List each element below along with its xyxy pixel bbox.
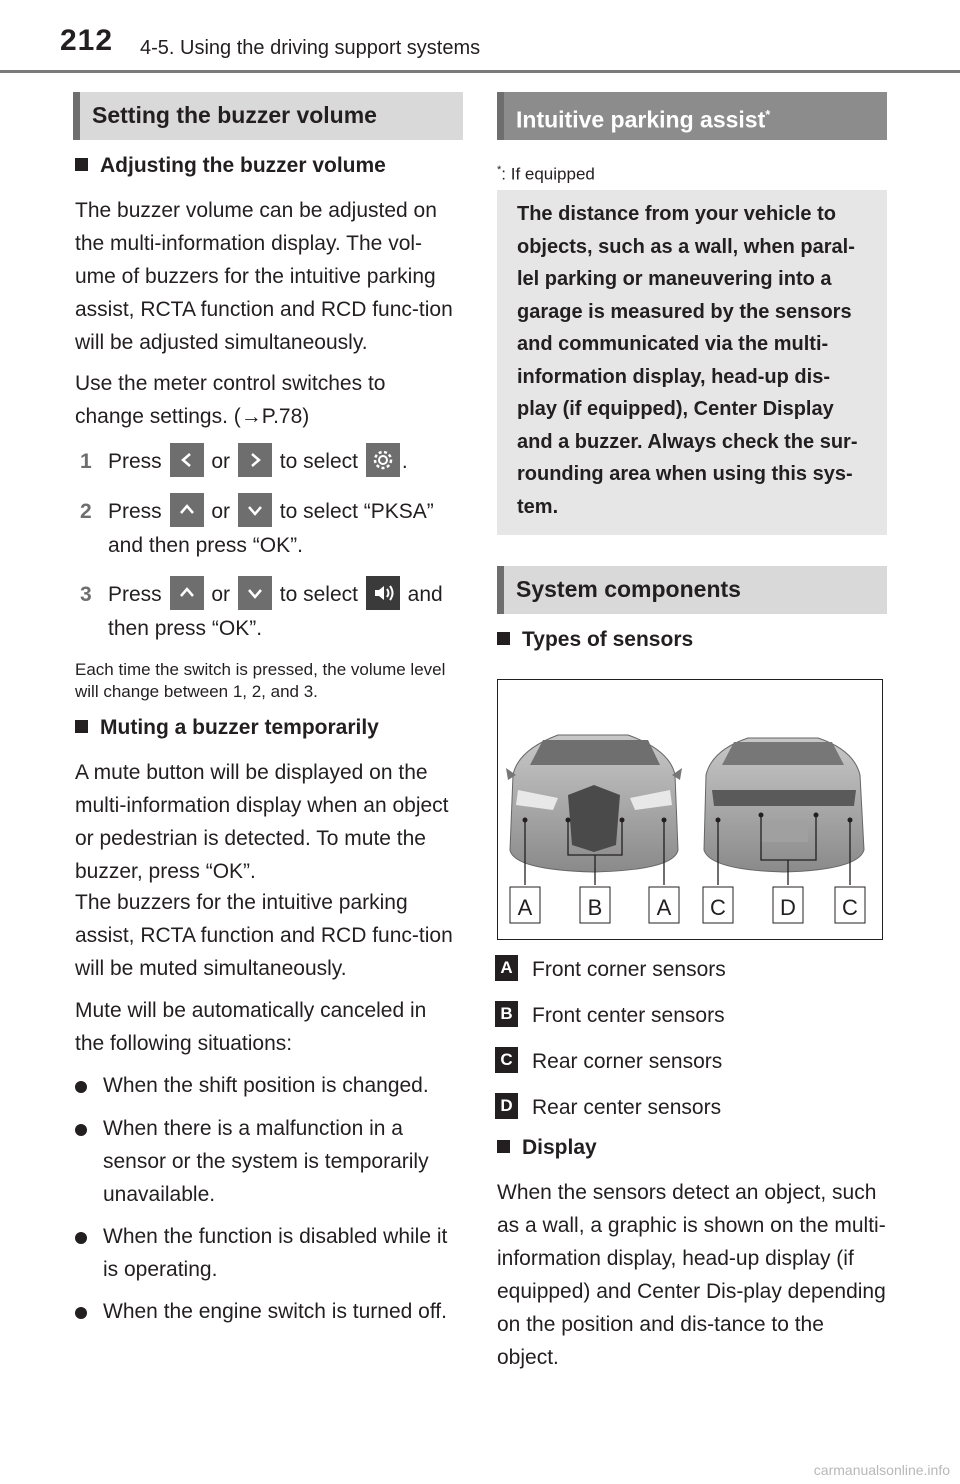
subheading-text: Display <box>522 1136 597 1159</box>
up-arrow-key-icon <box>170 576 204 610</box>
section-heading-system-components <box>497 566 887 614</box>
left-arrow-key-icon <box>170 443 204 477</box>
legend-item-c <box>500 1050 723 1074</box>
legend-text: Rear corner sensors <box>532 1050 723 1073</box>
car-illustration <box>498 680 882 939</box>
right-arrow-key-icon <box>238 443 272 477</box>
step-text: . <box>401 450 408 473</box>
list-item-text: When there is a malfunction in a sensor or the system is temporarily unavailable. <box>103 1117 429 1206</box>
step-text: or <box>211 583 231 606</box>
paragraph-mute-button: A mute button will be displayed on the multi-information display when an object or pedestrian is detected. To mute the buzzer, press “OK”. <box>75 761 449 883</box>
footnote-mark: * <box>497 164 502 176</box>
section-heading-buzzer-volume <box>73 92 463 140</box>
paragraph-mute-canceled: Mute will be automatically canceled in the following situations: <box>75 999 427 1055</box>
legend-item-a <box>500 958 726 982</box>
speaker-icon <box>366 576 400 610</box>
paragraph-muted-simultaneously: The buzzers for the intuitive parking assist, RCTA function and RCD func-tion will be muted simultaneously. <box>75 891 453 980</box>
section-heading-text: System components <box>516 576 741 602</box>
step-number: 1 <box>80 450 92 473</box>
watermark: carmanualsonline.info <box>813 1462 950 1478</box>
step-text: or <box>211 450 231 473</box>
figure-label-c: C <box>710 895 726 920</box>
subheading-display <box>497 1136 597 1160</box>
figure-label-a: A <box>656 895 672 920</box>
subheading-text: Adjusting the buzzer volume <box>100 154 386 177</box>
step-text: or <box>211 500 231 523</box>
step-text: to select “PKSA” and then press “OK”. <box>108 500 434 558</box>
legend-tag: D <box>495 1093 518 1119</box>
footnote <box>497 158 595 187</box>
list-item-text: When the function is disabled while it is operating. <box>103 1225 448 1281</box>
asterisk: * <box>765 107 771 122</box>
subheading-text: Types of sensors <box>522 628 694 651</box>
square-bullet-icon <box>75 158 88 171</box>
legend-item-d <box>500 1096 722 1120</box>
legend-tag: C <box>495 1047 518 1073</box>
bullet-dot-icon <box>75 1232 87 1244</box>
step-2 <box>80 495 463 562</box>
step-text: Press <box>108 450 162 473</box>
square-bullet-icon <box>497 632 510 645</box>
step-number: 3 <box>80 583 92 606</box>
bullet-dot-icon <box>75 1081 87 1093</box>
paragraph-adjust: The buzzer volume can be adjusted on the multi-information display. The vol-ume of buzzers for the intuitive parking assist, RCTA function and RCD func-tion will be adjusted simultaneously. <box>75 199 453 354</box>
down-arrow-key-icon <box>238 493 272 527</box>
paragraph-meter-switches: Use the meter control switches to change settings. (→P.78) <box>75 372 386 428</box>
step-3 <box>80 578 463 645</box>
info-box <box>497 190 887 535</box>
step-text: to select <box>279 450 358 473</box>
info-box-text: The distance from your vehicle to objects, such as a wall, when paral-lel parking or maneuvering into a garage is measured by the sensors and communicated via the multi-information display, head-up dis-play (if equipped), Center Display and a buzzer. Always check the sur-rounding area when using this sys-tem. <box>517 203 858 518</box>
list-item-text: When the engine switch is turned off. <box>103 1300 447 1323</box>
figure-label-a: A <box>517 895 533 920</box>
step-1 <box>80 445 463 479</box>
bullet-dot-icon <box>75 1124 87 1136</box>
footnote-text: : If equipped <box>501 164 595 184</box>
legend-text: Rear center sensors <box>532 1096 722 1119</box>
header-rule <box>0 70 960 73</box>
list-item <box>75 1069 463 1102</box>
sensor-diagram <box>497 679 883 940</box>
legend-tag: B <box>495 1001 518 1027</box>
subheading-types-of-sensors <box>497 628 693 652</box>
subheading-text: Muting a buzzer temporarily <box>100 716 379 739</box>
step-text: Press <box>108 583 162 606</box>
list-item <box>75 1220 463 1286</box>
step-text: Press <box>108 500 162 523</box>
page-number: 212 <box>60 24 114 57</box>
step-text: and then press “OK”. <box>108 583 443 641</box>
paragraph-display: When the sensors detect an object, such as a wall, a graphic is shown on the multi-information display, head-up display (if equipped) and Center Dis-play depending on the position and dis-tance to the object. <box>497 1181 886 1369</box>
step-text: to select <box>279 583 358 606</box>
down-arrow-key-icon <box>238 576 272 610</box>
list-item-text: When the shift position is changed. <box>103 1074 429 1097</box>
section-heading-parking-assist <box>497 92 887 140</box>
bullet-dot-icon <box>75 1307 87 1319</box>
subheading-muting <box>75 716 379 740</box>
up-arrow-key-icon <box>170 493 204 527</box>
section-heading-text: Setting the buzzer volume <box>92 102 377 128</box>
legend-text: Front corner sensors <box>532 958 726 981</box>
chapter-title: 4-5. Using the driving support systems <box>140 37 481 59</box>
figure-label-d: D <box>780 895 796 920</box>
volume-note: Each time the switch is pressed, the volume level will change between 1, 2, and 3. <box>75 660 446 701</box>
legend-text: Front center sensors <box>532 1004 725 1027</box>
step-number: 2 <box>80 500 92 523</box>
square-bullet-icon <box>497 1140 510 1153</box>
legend-item-b <box>500 1004 725 1028</box>
subheading-adjusting <box>75 154 386 178</box>
square-bullet-icon <box>75 720 88 733</box>
list-item <box>75 1295 463 1328</box>
list-item <box>75 1112 463 1211</box>
gear-icon <box>366 443 400 477</box>
figure-label-b: B <box>587 895 603 920</box>
figure-label-c: C <box>842 895 858 920</box>
section-heading-text: Intuitive parking assist <box>516 106 766 133</box>
legend-tag: A <box>495 955 518 981</box>
